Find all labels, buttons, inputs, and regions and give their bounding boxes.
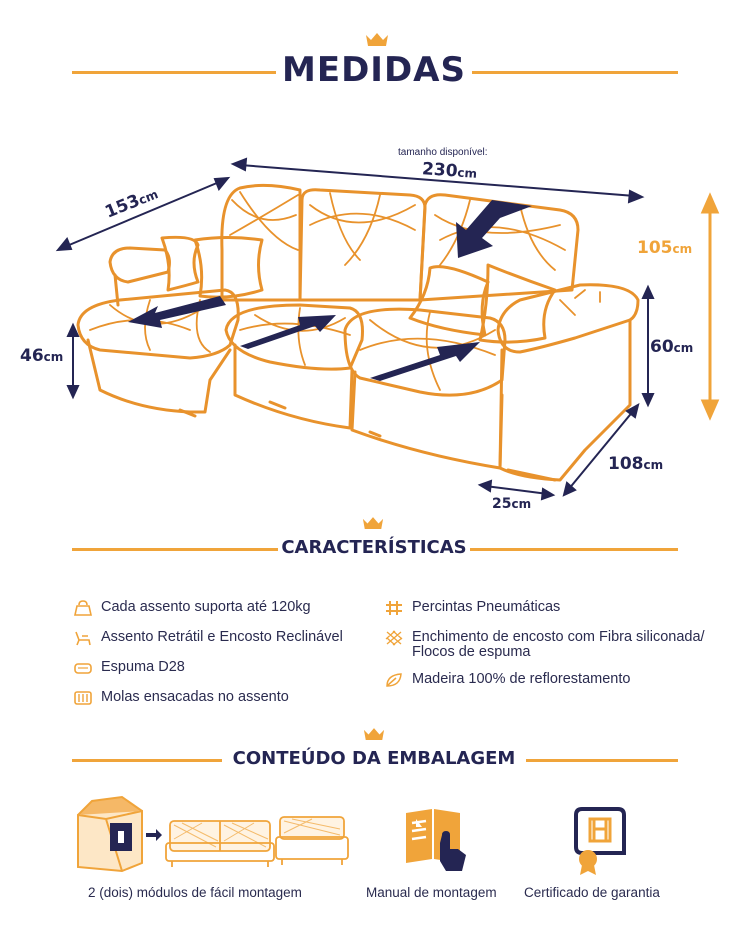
feature-item: Cada assento suporta até 120kg <box>74 600 311 616</box>
feature-item: Espuma D28 <box>74 660 185 676</box>
divider-line <box>526 759 678 762</box>
package-caption: 2 (dois) módulos de fácil montagem <box>88 885 302 900</box>
feature-item: Molas ensacadas no assento <box>74 690 289 706</box>
webbing-icon <box>385 600 403 616</box>
dimension-width: 230cm <box>421 159 478 182</box>
package-caption: Manual de montagem <box>366 885 497 900</box>
package-caption: Certificado de garantia <box>524 885 660 900</box>
recline-seat-icon <box>74 630 92 646</box>
fiber-icon <box>385 630 403 646</box>
dimension-depth: 153cm <box>102 187 161 223</box>
section-title-conteudo: CONTEÚDO DA EMBALAGEM <box>232 748 516 769</box>
foam-icon <box>74 660 92 676</box>
divider-line <box>72 548 278 551</box>
certificate-icon <box>570 805 630 877</box>
section-title-caracteristicas: CARACTERÍSTICAS <box>281 537 467 558</box>
feature-item: Enchimento de encosto com Fibra siliconada/ Flocos de espuma <box>385 630 705 660</box>
dimension-seat-height: 46cm <box>20 346 64 366</box>
manual-icon <box>402 805 472 875</box>
feature-item: Assento Retrátil e Encosto Reclinável <box>74 630 343 646</box>
divider-line <box>72 759 222 762</box>
crown-icon <box>362 516 384 531</box>
dimension-total-height: 105cm <box>637 238 693 258</box>
feature-item: Percintas Pneumáticas <box>385 600 560 616</box>
springs-icon <box>74 690 92 706</box>
dimension-foot: 25cm <box>492 496 532 512</box>
feature-item: Madeira 100% de reflorestamento <box>385 672 630 688</box>
leaf-icon <box>385 672 403 688</box>
box-modules-icon <box>72 795 352 875</box>
dimension-arm-height: 60cm <box>650 337 694 357</box>
section-title-medidas: MEDIDAS <box>282 50 466 90</box>
crown-icon <box>363 727 385 742</box>
weight-icon <box>74 600 92 616</box>
dimension-arm-depth: 108cm <box>608 454 664 474</box>
available-size-label: tamanho disponível: <box>398 147 488 158</box>
divider-line <box>470 548 678 551</box>
